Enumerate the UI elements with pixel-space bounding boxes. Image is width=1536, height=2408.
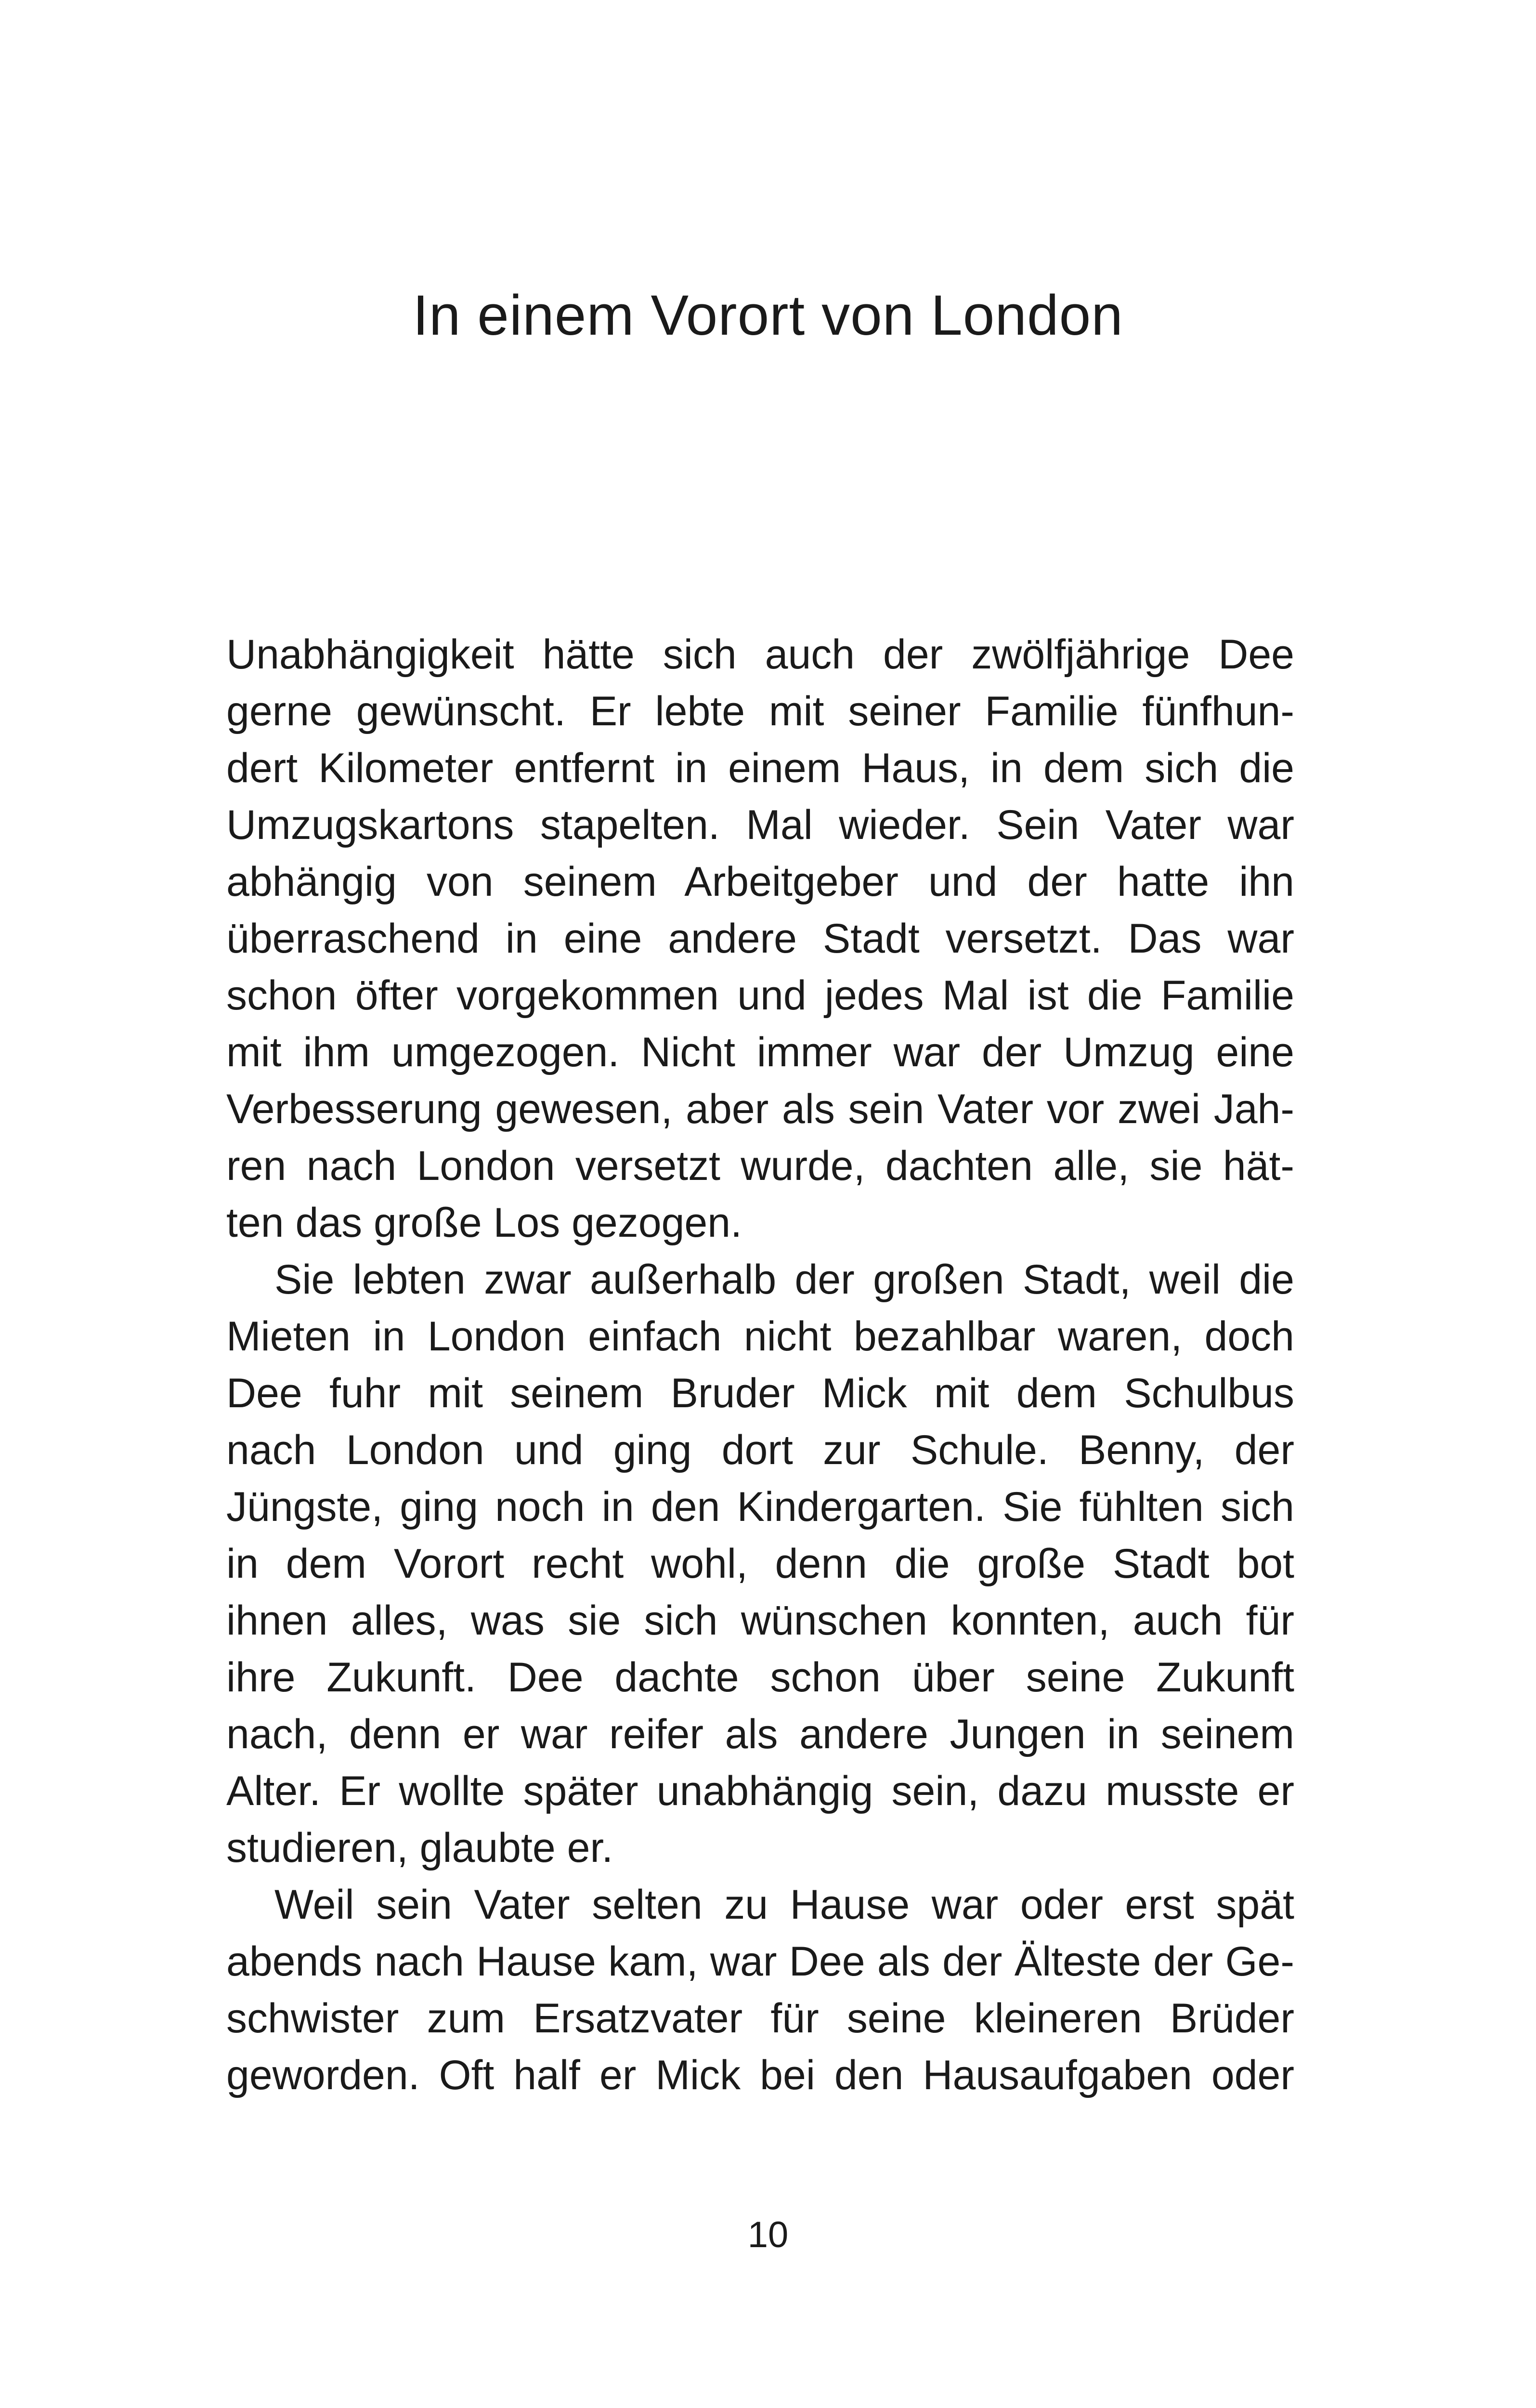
text-line: dert Kilometer entfernt in einem Haus, in dem sich die bbox=[226, 745, 1294, 791]
text-line: ihre Zukunft. Dee dachte schon über seine Zukunft bbox=[226, 1654, 1294, 1701]
text-line: in dem Vorort recht wohl, denn die große Stadt bot bbox=[226, 1541, 1294, 1587]
text-line: Alter. Er wollte später unabhängig sein, dazu musste er bbox=[226, 1768, 1294, 1814]
text-line: Weil sein Vater selten zu Hause war oder erst spät bbox=[274, 1882, 1294, 1928]
text-line: gerne gewünscht. Er lebte mit seiner Familie fünfhun- bbox=[226, 688, 1294, 734]
text-line: ren nach London versetzt wurde, dachten alle, sie hät- bbox=[226, 1143, 1294, 1189]
text-line: schwister zum Ersatzvater für seine kleineren Brüder bbox=[226, 1995, 1294, 2042]
text-line: geworden. Oft half er Mick bei den Hausaufgaben oder bbox=[226, 2052, 1294, 2098]
body-text bbox=[226, 626, 1294, 2104]
paragraph bbox=[226, 1251, 1294, 1876]
text-line: studieren, glaubte er. bbox=[226, 1825, 613, 1871]
text-line: mit ihm umgezogen. Nicht immer war der Umzug eine bbox=[226, 1029, 1294, 1075]
text-line: abends nach Hause kam, war Dee als der Älteste der Ge- bbox=[226, 1938, 1294, 1985]
text-line: nach, denn er war reifer als andere Jungen in seinem bbox=[226, 1711, 1294, 1757]
text-line: Mieten in London einfach nicht bezahlbar waren, doch bbox=[226, 1313, 1294, 1360]
text-line: überraschend in eine andere Stadt versetzt. Das war bbox=[226, 916, 1294, 962]
text-line: Unabhängigkeit hätte sich auch der zwölfjährige Dee bbox=[226, 631, 1294, 678]
text-line: schon öfter vorgekommen und jedes Mal ist die Familie bbox=[226, 972, 1294, 1019]
text-line: ihnen alles, was sie sich wünschen konnten, auch für bbox=[226, 1597, 1294, 1644]
text-line: Sie lebten zwar außerhalb der großen Stadt, weil die bbox=[274, 1256, 1294, 1303]
text-line: Jüngste, ging noch in den Kindergarten. Sie fühlten sich bbox=[226, 1484, 1294, 1530]
text-line: Dee fuhr mit seinem Bruder Mick mit dem Schulbus bbox=[226, 1370, 1294, 1416]
text-line: Umzugskartons stapelten. Mal wieder. Sein Vater war bbox=[226, 802, 1294, 848]
text-line: nach London und ging dort zur Schule. Benny, der bbox=[226, 1427, 1294, 1473]
paragraph bbox=[226, 626, 1294, 1251]
text-line: Verbesserung gewesen, aber als sein Vater vor zwei Jah- bbox=[226, 1086, 1294, 1132]
text-line: ten das große Los gezogen. bbox=[226, 1200, 742, 1246]
paragraph bbox=[226, 1876, 1294, 2104]
chapter-title: In einem Vorort von London bbox=[413, 284, 1123, 347]
text-line: abhängig von seinem Arbeitgeber und der hatte ihn bbox=[226, 859, 1294, 905]
page-number: 10 bbox=[747, 2214, 789, 2255]
